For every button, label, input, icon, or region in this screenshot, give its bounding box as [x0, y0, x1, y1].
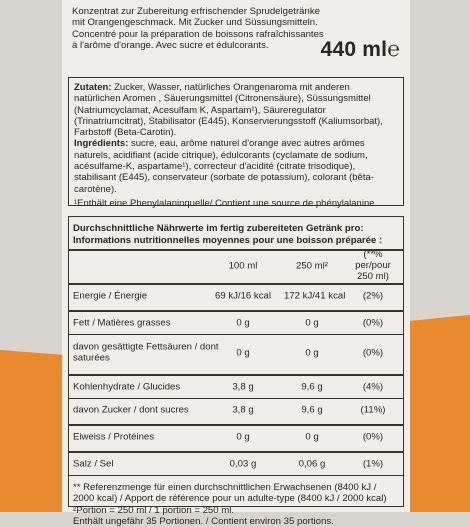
table-row — [73, 426, 399, 448]
value-100ml: 3,8 g — [232, 404, 254, 416]
value-percent: (1%) — [362, 458, 384, 470]
ingredients-de-text: Zucker, Wasser, natürliches Orangenaroma mit anderen natürlichen Aromen , Säuerungsmittel (Citronensäure), Süssungsmittel (Natriumcyclamat, Acesulfam K, Aspartam¹), Säureregulator (Trinatriumcitrat), Stabilisator (E445), Konservierungsstoff (Kaliumsorbat), Farbstoff (Beta-Carotin). — [74, 82, 383, 139]
footnote-portion: ²Portion = 250 ml / 1 portion = 250 ml. — [73, 504, 235, 516]
value-250ml: 172 kJ/41 kcal — [284, 290, 346, 302]
nutrient-name: Energie / Énergie — [73, 290, 148, 302]
nutrient-name: Fett / Matières grasses — [73, 317, 171, 329]
table-row — [73, 312, 399, 334]
nutrition-title-fr: Informations nutritionnelles moyennes pour une boisson préparée : — [73, 234, 383, 246]
value-250ml: 0,06 g — [298, 458, 326, 470]
value-percent: (4%) — [362, 381, 384, 393]
value-250ml: 9,6 g — [301, 381, 323, 393]
ingredients-de — [74, 82, 398, 138]
ingredients-fr — [74, 138, 398, 194]
value-250ml: 0 g — [305, 317, 319, 329]
value-250ml: 0 g — [305, 431, 319, 443]
header-percent: (**% per/pour 250 ml) — [355, 248, 391, 283]
value-percent: (2%) — [362, 290, 384, 302]
product-label — [62, 0, 410, 527]
phenylalanine-note: ¹Enthält eine Phenylalaninquelle/ Contient une source de phénylalanine — [74, 197, 375, 209]
nutrient-name: Kohlenhydrate / Glucides — [73, 381, 181, 393]
nutrient-name: davon gesättigte Fettsäuren / dont saturées — [73, 341, 219, 364]
nutrition-title-de: Durchschnittliche Nährwerte im fertig zubereiteten Getränk pro: — [73, 223, 364, 234]
nutrition-rows — [73, 285, 399, 476]
value-100ml: 0 g — [236, 317, 250, 329]
table-row — [73, 453, 399, 475]
value-percent: (0%) — [362, 347, 384, 359]
table-row — [73, 285, 399, 307]
ingredients-fr-label: Ingrédients: — [74, 138, 129, 150]
table-row — [73, 376, 399, 398]
nutrient-name: Salz / Sel — [73, 458, 114, 470]
divider — [69, 475, 403, 476]
value-250ml: 0 g — [305, 347, 319, 359]
product-description: Konzentrat zur Zubereitung erfrischender Sprudelgetränke mit Orangengeschmack. Mit Zucker und Süssungsmitteln. Concentré pour la préparation de boissons rafraîchissantes à l'arôme d'orange. Avec sucre et édulcorants. — [72, 6, 324, 51]
table-header-row — [73, 248, 399, 283]
volume-mark: 440 ml℮ — [320, 38, 400, 61]
ingredients-de-label: Zutaten: — [74, 82, 112, 93]
value-percent: (11%) — [360, 404, 386, 416]
nutrient-name: davon Zucker / dont sucres — [73, 404, 189, 416]
value-100ml: 0 g — [236, 347, 250, 359]
value-250ml: 9,6 g — [301, 404, 323, 416]
ingredients-box — [68, 77, 404, 209]
table-row — [73, 335, 399, 371]
nutrition-table — [68, 216, 404, 527]
value-percent: (0%) — [362, 317, 384, 329]
value-100ml: 3,8 g — [232, 381, 254, 393]
header-100ml: 100 ml — [228, 259, 258, 271]
footnotes — [73, 482, 399, 527]
value-percent: (0%) — [362, 431, 384, 443]
table-row — [73, 399, 399, 421]
value-100ml: 0,03 g — [229, 458, 257, 470]
nutrition-title — [73, 223, 399, 246]
ingredients-fr-text: sucre, eau, arôme naturel d'orange avec autres arômes naturels, acidifiant (acide citrique), édulcorants (cyclamate de sodium, acésulfame-K, aspartame¹), correcteur d'acidité (citrate trisodique), stabilisant (E445), conservateur (sorbate de potassium), colorant (bêta-carotène). — [74, 138, 374, 195]
header-250ml: 250 ml² — [296, 259, 328, 271]
nutrient-name: Eiweiss / Protéines — [73, 431, 155, 443]
value-100ml: 0 g — [236, 431, 250, 443]
footnote-reference: ** Referenzmenge für einen durchschnittlichen Erwachsenen (8400 kJ / 2000 kcal) / Apport de référence pour un adulte-type (8400 kJ / 2000 kcal) — [73, 482, 387, 505]
value-100ml: 69 kJ/16 kcal — [215, 290, 271, 302]
footnote-servings: Enthält ungefähr 35 Portionen. / Contient environ 35 portions. — [73, 515, 334, 527]
